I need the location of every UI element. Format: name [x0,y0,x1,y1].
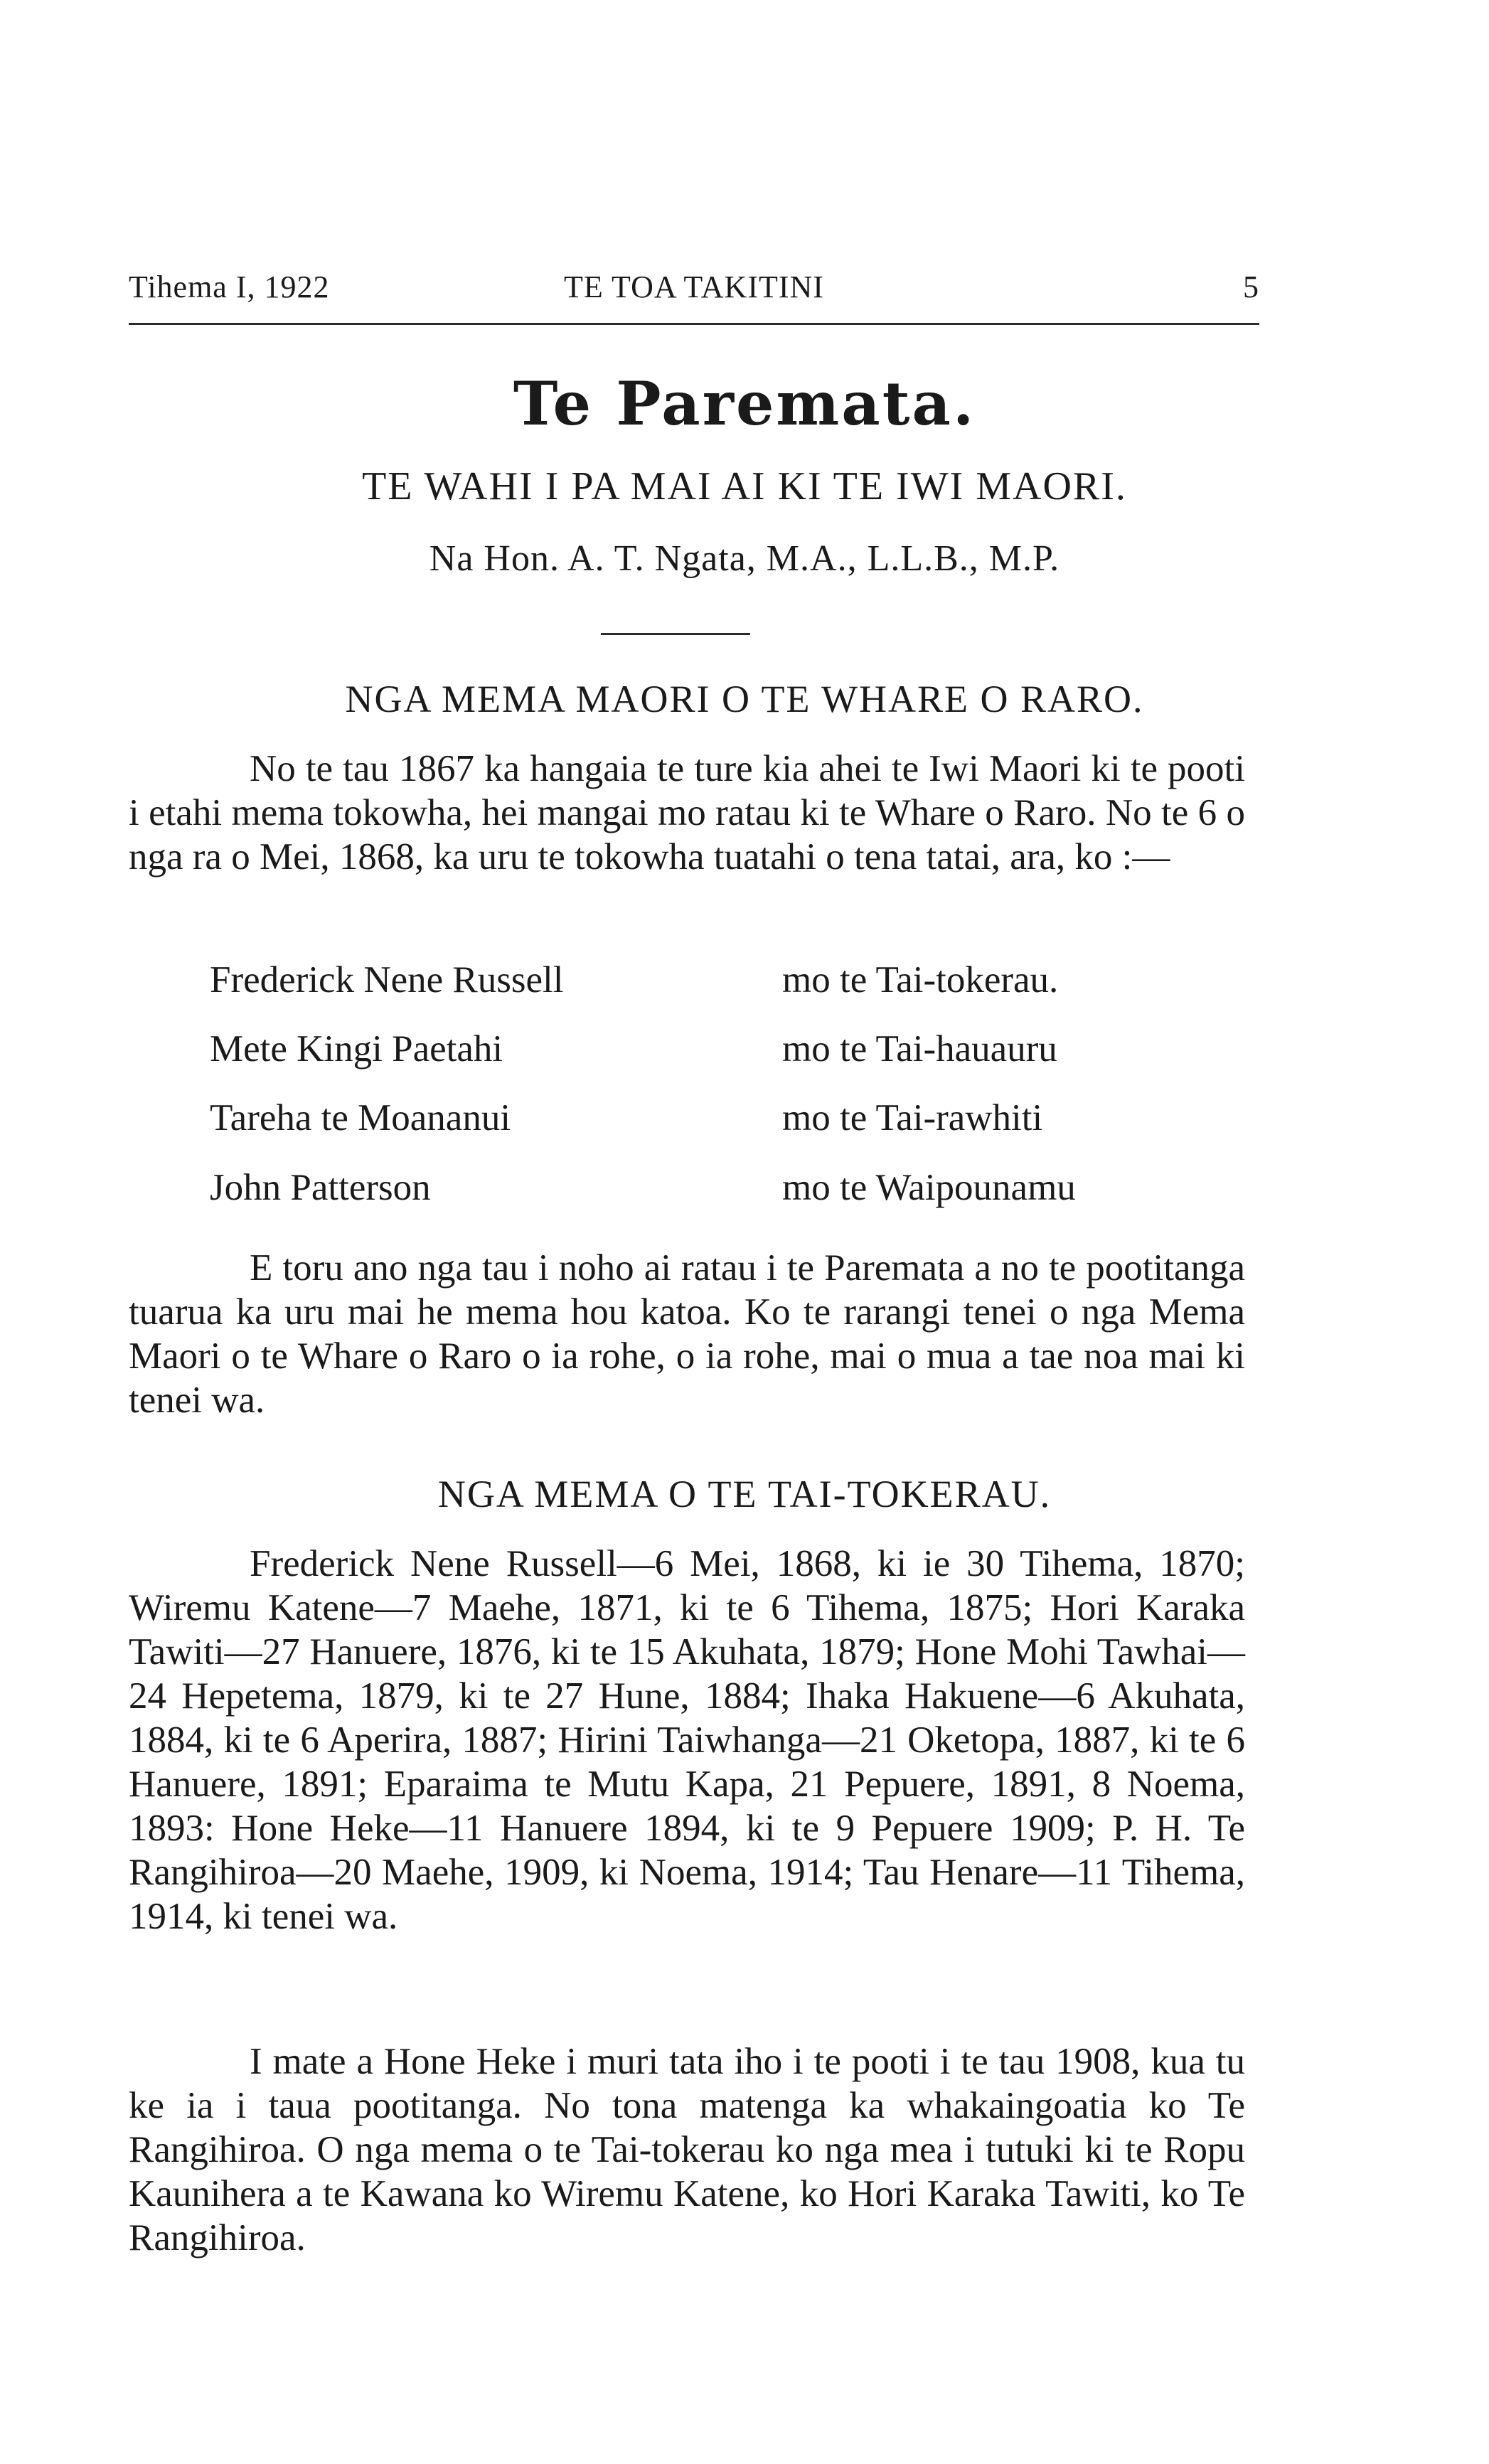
representative-region: mo te Waipounamu [782,1167,1076,1208]
representative-row [0,1097,1489,1146]
paragraph-hone-heke: I mate a Hone Heke i muri tata iho i te pooti i te tau 1908, kua tu ke ia i taua pootitanga. No tona matenga ka whakaingoatia ko Te Rangihiroa. O nga mema o te Tai-tokerau ko nga mea i tutuki ki te Ropu Kaunihera a te Kawana ko Wiremu Katene, ko Hori Karaka Tawiti, ko Te Rangihiroa. [129,2041,1245,2258]
representative-region: mo te Tai-hauauru [782,1028,1057,1070]
section-heading-maori-members: NGA MEMA MAORI O TE WHARE O RARO. [345,678,1144,720]
article-subtitle: TE WAHI I PA MAI AI KI TE IWI MAORI. [362,464,1127,508]
representative-region: mo te Tai-rawhiti [782,1097,1043,1138]
page-header [129,269,1259,325]
publication-title: TE TOA TAKITINI [564,270,824,304]
representative-name: Mete Kingi Paetahi [210,1028,503,1070]
paragraph-member-list: Frederick Nene Russell—6 Mei, 1868, ki ie 30 Tihema, 1870; Wiremu Katene—7 Maehe, 1871, ki te 6 Tihema, 1875; Hori Karaka Tawiti—27 Hanuere, 1876, ki te 15 Akuhata, 1879; Hone Mohi Tawhai—24 Hepetema, 1879, ki te 27 Hune, 1884; Ihaka Hakuene—6 Akuhata, 1884, ki te 6 Aperira, 1887; Hirini Taiwhanga—21 Oketopa, 1887, ki te 6 Hanuere, 1891; Eparaima te Mutu Kapa, 21 Pepuere, 1891, 8 Noema, 1893: Hone Heke—11 Hanuere 1894, ki te 9 Pepuere 1909; P. H. Te Rangihiroa—20 Maehe, 1909, ki Noema, 1914; Tau Henare—11 Tihema, 1914, ki tenei wa. [129,1543,1245,1937]
article-title: Te Paremata. [513,368,976,439]
paragraph-intro: No te tau 1867 ka hangaia te ture kia ahei te Iwi Maori ki te pooti i etahi mema tokowha, hei mangai mo ratau ki te Whare o Raro. No te 6 o nga ra o Mei, 1868, ka uru te tokowha tuatahi o tena tatai, ara, ko :— [129,748,1245,878]
page-number: 5 [1243,270,1259,304]
article-author: Na Hon. A. T. Ngata, M.A., L.L.B., M.P. [429,538,1060,579]
representative-row [0,1166,1489,1216]
issue-date: Tihema I, 1922 [129,270,330,304]
representative-name: Frederick Nene Russell [210,959,564,1001]
representative-row [0,1028,1489,1077]
paragraph-terms: E toru ano nga tau i noho ai ratau i te Paremata a no te pootitanga tuarua ka uru mai he mema hou katoa. Ko te rarangi tenei o nga Mema Maori o te Whare o Raro o ia rohe, o ia rohe, mai o mua a tae noa mai ki tenei wa. [129,1247,1245,1421]
representative-name: John Patterson [210,1167,431,1208]
representative-name: Tareha te Moananui [210,1097,511,1138]
section-divider [601,633,750,635]
section-heading-tai-tokerau: NGA MEMA O TE TAI-TOKERAU. [437,1473,1052,1515]
representative-region: mo te Tai-tokerau. [782,959,1059,1001]
representative-row [0,959,1489,1008]
